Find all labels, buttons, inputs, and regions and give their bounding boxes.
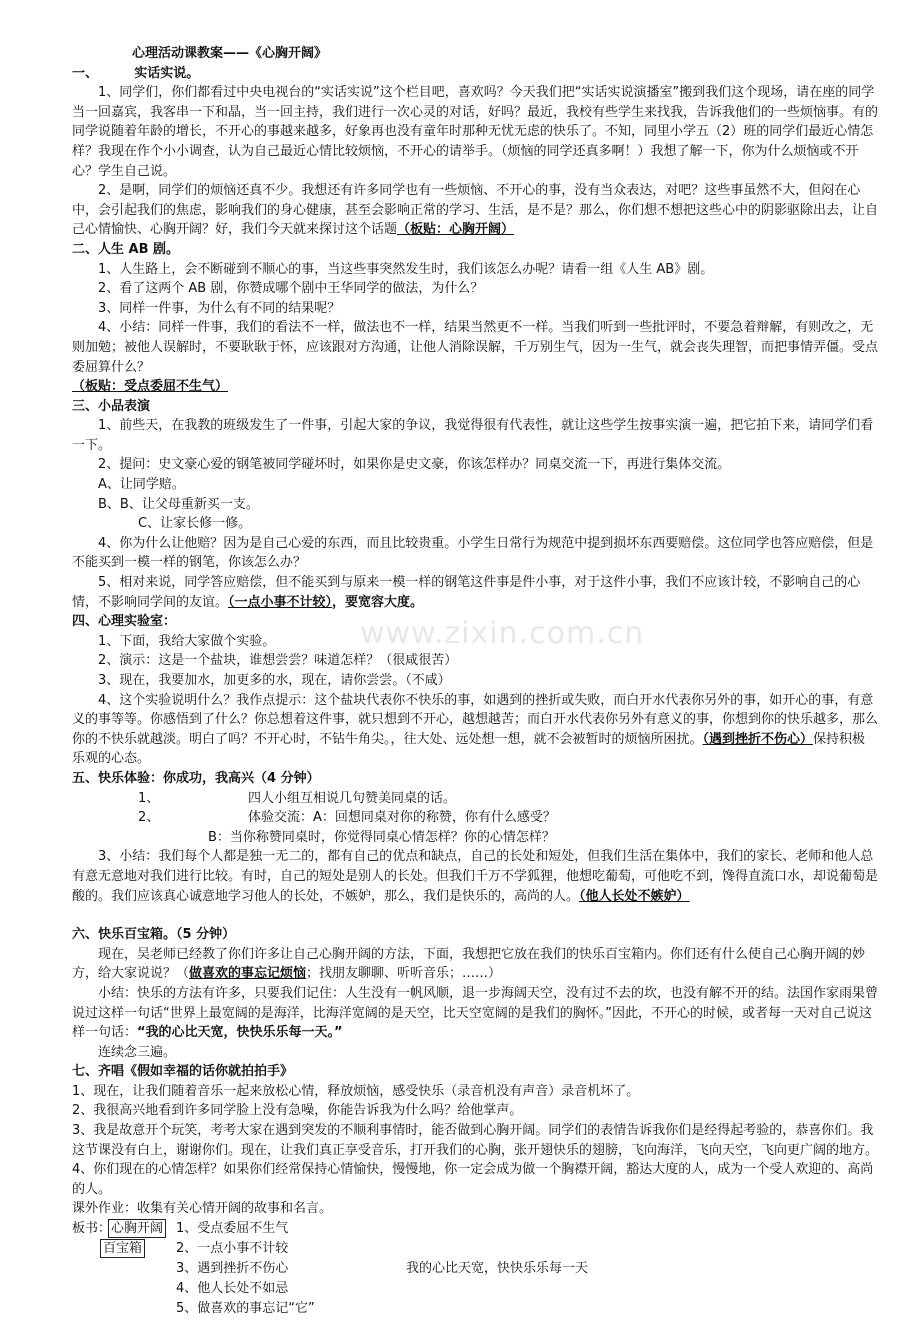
option-c: C、让家长修一修。 — [138, 516, 252, 532]
homework: 课外作业：收集有关心情开阔的故事和名言。 — [72, 1201, 333, 1217]
paragraph: 1、人生路上，会不断碰到不顺心的事，当这些事突然发生时，我们该怎么办呢？请看一组《人生 AB》剧。 — [98, 261, 714, 277]
board-note: （板贴：心胸开阔） — [397, 222, 515, 238]
paragraph: 4、你们现在的心情怎样？如果你们经常保持心情愉快，慢慢地，你一定会成为做一个胸襟开阔，豁达大度的人，成为一个受人欢迎的、高尚的人。 — [72, 1162, 874, 1197]
board-items — [176, 1219, 315, 1319]
section-7-heading: 七、齐唱《假如幸福的话你就拍拍手》 — [72, 1064, 294, 1080]
paragraph: 3、现在，我要加水，加更多的水，现在，请你尝尝。（不咸） — [98, 673, 451, 688]
board-note: 做喜欢的事忘记烦恼 — [189, 966, 307, 982]
board-note: （一点小事不计较） — [228, 594, 333, 610]
board-note: （板贴：受点委屈不生气） — [72, 379, 229, 395]
paragraph: 2、是啊，同学们的烦恼还真不少。我想还有许多同学也有一些烦恼、不开心的事，没有当众表达，对吧？这些事虽然不大，但闷在心中，会引起我们的焦虑，影响我们的身心健康，甚至会影响正常的学习、生活，是不是？那么，你们想不想把这些心中的阴影驱除出去，让自己心情愉快、心胸开阔？好，我们今天就来探讨这个话题（板贴：心胸开阔） — [72, 183, 879, 238]
list-item: 1、 四人小组互相说几句赞美同桌的话。 — [138, 790, 457, 806]
paragraph: 2、提问：史文豪心爱的钢笔被同学碰坏时，如果你是史文豪，你该怎样办？同桌交流一下，再进行集体交流。 — [98, 457, 731, 473]
paragraph: 1、现在，让我们随着音乐一起来放松心情，释放烦恼，感受快乐（录音机没有声音）录音机坏了。 — [72, 1083, 640, 1099]
motto: “我的心比天宽，快快乐乐每一天。” — [137, 1025, 343, 1041]
paragraph: 4、你为什么让他赔？因为是自己心爱的东西，而且比较贵重。小学生日常行为规范中提到损坏东西要赔偿。这位同学也答应赔偿，但是不能买到一模一样的钢笔，你该怎么办？ — [72, 535, 874, 571]
board-item: 1、受点委屈不生气 — [176, 1221, 289, 1237]
paragraph: 连续念三遍。 — [98, 1044, 177, 1060]
board-label: 板书： — [72, 1221, 112, 1237]
watermark: www.zixin.com.cn — [360, 616, 645, 651]
paragraph: 2、看了这两个 AB 剧，你赞成哪个剧中王华同学的做法，为什么？ — [98, 281, 484, 297]
board-motto: 我的心比天宽，快快乐乐每一天 — [406, 1261, 589, 1277]
option-a: A、让同学赔。 — [98, 477, 185, 493]
section-6-heading: 六、快乐百宝箱。（5 分钟） — [72, 927, 236, 943]
paragraph: 小结：快乐的方法有许多，只要我们记住：人生没有一帆风顺，退一步海阔天空，没有过不去的坎，也没有解不开的结。法国作家雨果曾说过这样一句话“世界上最宽阔的是海洋，比海洋宽阔的是天空，比天空宽阔的是我们的胸怀。”因此，不开心的时候，或者每一天对自己说这样一句话：“我的心比天宽，快快乐乐每一天。” — [72, 985, 879, 1041]
paragraph: 1、前些天，在我教的班级发生了一件事，引起大家的争议，我觉得很有代表性，就让这些学生按事实演一遍，把它拍下来，请同学们看一下。 — [72, 418, 874, 453]
paragraph: 1、同学们，你们都看过中央电视台的“实话实说”这个栏目吧，喜欢吗？今天我们把“实话实说演播室”搬到我们这个现场，请在座的同学当一回嘉宾，我客串一下和晶，当一回主持，我们进行一次心灵的对话，好吗？最近，我校有些学生来找我，告诉我他们的一些烦恼事。有的同学说随着年龄的增长，不开心的事越来越多，好象再也没有童年时那种无忧无虑的快乐了。不知，同里小学五（2）班的同学们最近心情怎样？我现在作个小小调查，认为自己最近心情比较烦恼，不开心的请举手。（烦恼的同学还真多啊！）我想了解一下，你为什么烦恼或不开心？学生自己说。 — [72, 85, 879, 179]
board-item: 2、一点小事不计较 — [176, 1241, 289, 1257]
paragraph: 3、小结：我们每个人都是独一无二的，都有自己的优点和缺点，自己的长处和短处，但我们生活在集体中，我们的家长、老师和他人总有意无意地对我们进行比较。有时，自己的短处是别人的长处。但我们千万不学狐狸，他想吃葡萄，可他吃不到，馋得直流口水，却说葡萄是酸的。我们应该真心诚意地学习他人的长处，不嫉妒，那么，我们是快乐的，高尚的人。（他人长处不嫉妒） — [72, 849, 879, 904]
section-3-heading: 三、小品表演 — [72, 398, 151, 414]
board-box-treasure: 百宝箱 — [100, 1239, 145, 1258]
board-item: 3、遇到挫折不伤心 — [176, 1261, 289, 1277]
section-4-heading: 四、心理实验室： — [72, 614, 177, 630]
board-note: （他人长处不嫉妒） — [579, 888, 690, 904]
paragraph: 5、相对来说，同学答应赔偿，但不能买到与原来一模一样的钢笔这件事是件小事，对于这件小事，我们不应该计较，不影响自己的心情，不影响同学间的友谊。（一点小事不计较），要宽容大度。 — [72, 575, 861, 610]
section-5-heading: 五、快乐体验：你成功，我高兴（4 分钟） — [72, 770, 320, 786]
board-item: 4、他人长处不如忌 — [176, 1281, 289, 1297]
option-b: B、B、让父母重新买一支。 — [98, 496, 259, 512]
lesson-plan-document — [72, 44, 878, 1339]
paragraph: 1、下面，我给大家做个实验。 — [98, 633, 276, 649]
blackboard-plan — [72, 1219, 878, 1339]
paragraph: 3、我是故意开个玩笑，考考大家在遇到突发的不顺利事情时，能否做到心胸开阔。同学们的表情告诉我你们是经得起考验的，恭喜你们。我这节课没有白上，谢谢你们。现在，让我们真正享受音乐，打开我们的心胸，张开翅快乐的翅膀，飞向海洋，飞向天空，飞向更广阔的地方。 — [72, 1123, 879, 1158]
paragraph: 现在，吴老师已经教了你们许多让自己心胸开阔的方法，下面，我想把它放在我们的快乐百宝箱内。你们还有什么使自己心胸开阔的妙方，给大家说说？（做喜欢的事忘记烦恼；找朋友聊聊、听听音乐；……） — [72, 946, 866, 982]
board-item: 5、做喜欢的事忘记“它” — [176, 1301, 315, 1317]
paragraph: 2、演示：这是一个盐块，谁想尝尝？味道怎样？（很咸很苦） — [98, 653, 458, 669]
paragraph: 4、这个实验说明什么？我作点提示：这个盐块代表你不快乐的事，如遇到的挫折或失败，而白开水代表你另外的事，如开心的事，有意义的事等等。你感悟到了什么？你总想着这件事，就只想到不开心，越想越苦；而白开水代表你另外有意义的事，你想到你的快乐越多，那么你的不快乐就越淡。明白了吗？不开心时，不钻牛角尖。，往大处、远处想一想，就不会被暂时的烦恼所困扰。（遇到挫折不伤心）保持积极乐观的心态。 — [72, 692, 879, 767]
list-item: 2、 体验交流：A：回想同桌对你的称赞，你有什么感受？ — [138, 810, 556, 826]
list-item: B：当你称赞同桌时，你觉得同桌心情怎样？你的心情怎样？ — [208, 829, 555, 845]
document-title: 心理活动课教案——《心胸开阔》 — [132, 46, 328, 61]
section-2-heading: 二、人生 AB 剧。 — [72, 241, 180, 257]
paragraph: 3、同样一件事，为什么有不同的结果呢？ — [98, 300, 341, 316]
paragraph: 2、我很高兴地看到许多同学脸上没有急噪，你能告诉我为什么吗？给他掌声。 — [72, 1103, 523, 1119]
board-box-title: 心胸开阔 — [108, 1219, 166, 1238]
paragraph: 4、小结：同样一件事，我们的看法不一样，做法也不一样，结果当然更不一样。当我们听到一些批评时，不要急着辩解，有则改之，无则加勉；被他人误解时，不要耿耿于怀，应该跟对方沟通，让他人消除误解，千万别生气，因为一生气，就会丧失理智，而把事情弄僵。受点委屈算什么？ — [72, 320, 879, 375]
section-1-heading: 一、 实话实说。 — [72, 65, 200, 81]
board-note: （遇到挫折不伤心） — [702, 731, 814, 747]
